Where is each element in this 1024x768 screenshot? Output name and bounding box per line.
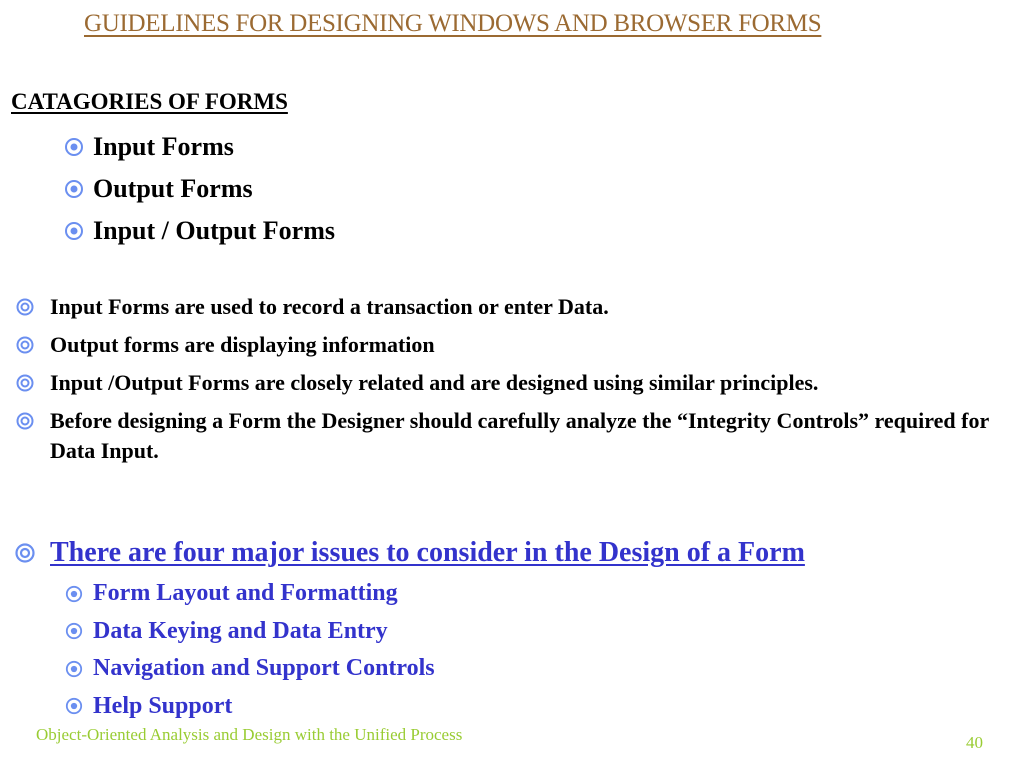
list-item — [64, 126, 335, 168]
categories-list — [64, 126, 335, 252]
issue-label: Form Layout and Formatting — [93, 580, 398, 607]
list-item — [14, 406, 1014, 466]
point-text: Input /Output Forms are closely related and are designed using similar principles. — [50, 370, 819, 395]
list-item — [14, 292, 1014, 322]
list-item — [64, 168, 335, 210]
dot-circle-bullet-icon — [64, 659, 84, 679]
issue-label: Data Keying and Data Entry — [93, 617, 388, 644]
dot-circle-bullet-icon — [64, 584, 84, 604]
list-item — [14, 368, 1014, 398]
list-item — [14, 330, 1014, 360]
point-text: Output forms are displaying information — [50, 332, 435, 357]
dot-circle-bullet-icon — [64, 221, 84, 241]
point-text: Input Forms are used to record a transaction or enter Data. — [50, 294, 609, 319]
list-item — [64, 613, 1014, 651]
target-bullet-icon — [14, 296, 36, 318]
dot-circle-bullet-icon — [64, 621, 84, 641]
dot-circle-bullet-icon — [64, 179, 84, 199]
slide-title: GUIDELINES FOR DESIGNING WINDOWS AND BROWSER FORMS — [84, 10, 822, 37]
issue-label: Help Support — [93, 692, 233, 719]
footer-text: Object-Oriented Analysis and Design with the Unified Process — [36, 725, 463, 744]
issues-heading-row — [14, 537, 1014, 569]
list-item — [64, 650, 1014, 688]
issues-section — [14, 537, 1014, 725]
categories-heading: CATAGORIES OF FORMS — [11, 89, 288, 114]
target-bullet-icon — [14, 334, 36, 356]
list-item — [64, 688, 1014, 726]
target-bullet-icon — [14, 372, 36, 394]
page-number: 40 — [966, 733, 983, 752]
dot-circle-bullet-icon — [64, 137, 84, 157]
points-list — [14, 292, 1014, 474]
issues-heading: There are four major issues to consider in the Design of a Form — [50, 537, 805, 568]
target-bullet-icon — [14, 410, 36, 432]
target-bullet-icon — [14, 542, 36, 564]
category-label: Input Forms — [93, 132, 234, 161]
issues-list — [64, 575, 1014, 725]
dot-circle-bullet-icon — [64, 696, 84, 716]
point-text: Before designing a Form the Designer should carefully analyze the “Integrity Controls” required for Data Input. — [50, 408, 989, 463]
list-item — [64, 575, 1014, 613]
category-label: Input / Output Forms — [93, 216, 335, 245]
issue-label: Navigation and Support Controls — [93, 655, 435, 682]
list-item — [64, 210, 335, 252]
category-label: Output Forms — [93, 174, 253, 203]
